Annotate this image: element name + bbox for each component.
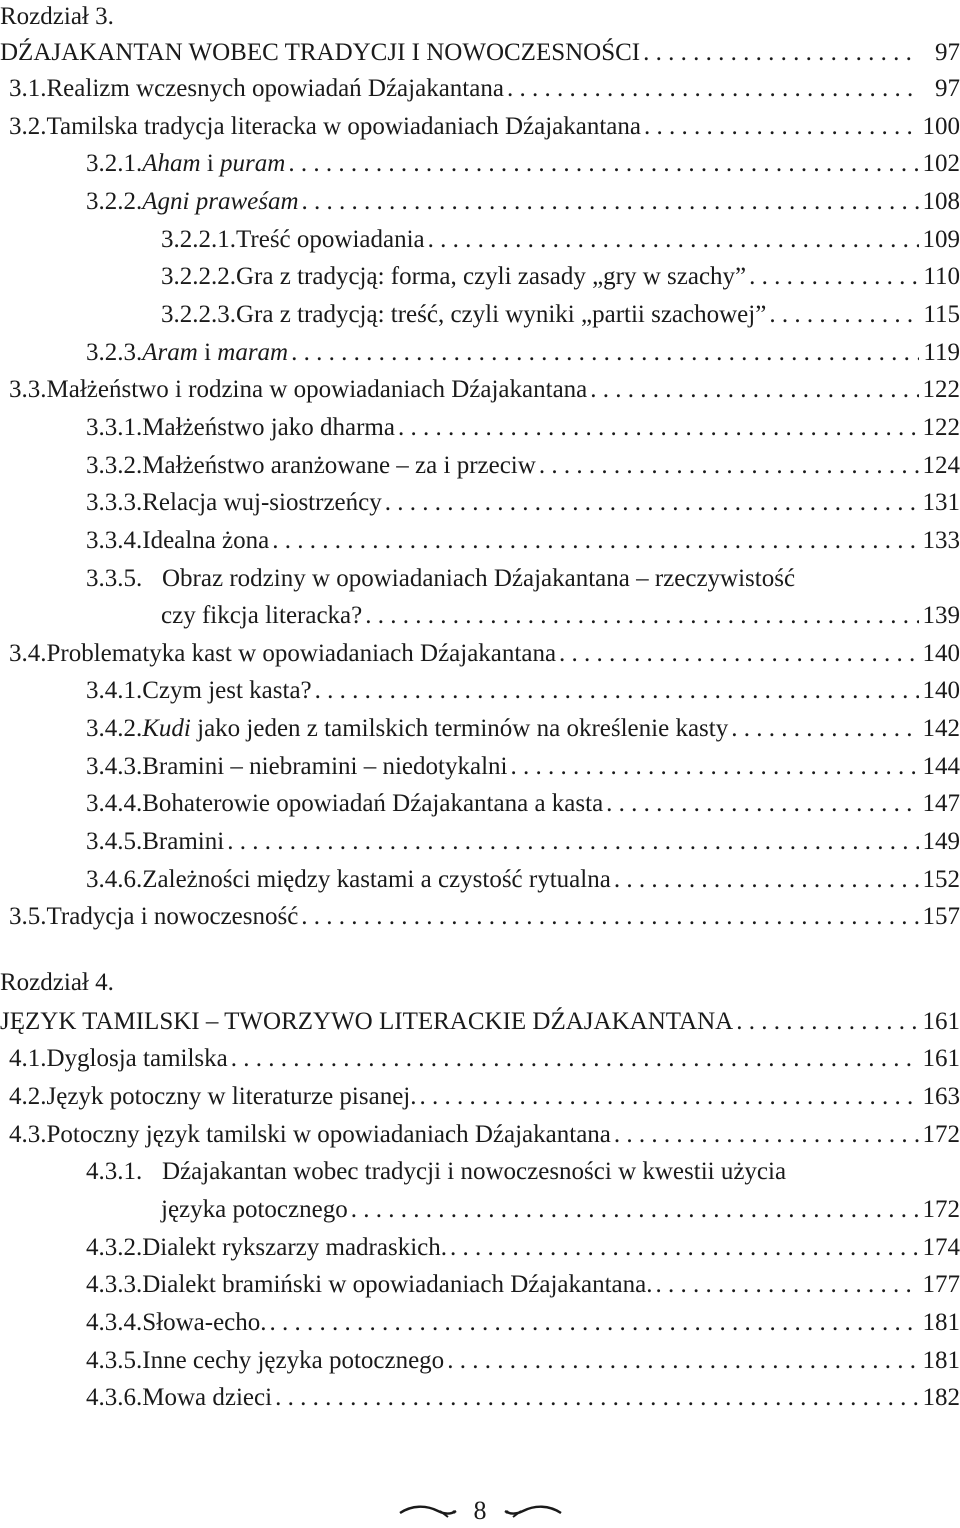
entry-title: Realizm wczesnych opowiadań Dźajakantana [46,75,504,102]
leader-dots [275,1383,919,1413]
toc-entry [86,865,960,895]
entry-title: Inne cechy języka potocznego [142,1347,445,1374]
leader-dots [644,112,919,142]
chapter-title: DŹAJAKANTAN WOBEC TRADYCJI I NOWOCZESNOŚCI [0,39,641,66]
entry-title: Problematyka kast w opowiadaniach Dźajakantana [46,640,557,667]
entry-number: 3.3.4. [86,527,143,554]
leader-dots [731,714,919,744]
entry-number: 3.2.1. [86,150,143,177]
toc-entry [9,902,960,932]
chapter-label [0,2,960,32]
toc-entry [86,338,960,368]
leader-dots [614,1120,919,1150]
toc-entry [161,225,960,255]
toc-entry [86,564,960,594]
entry-number: 3.2.2. [86,188,143,215]
entry-number: 4.2. [9,1083,47,1110]
entry-title: Dialekt bramiński w opowiadaniach Dźajakantana. [142,1271,653,1298]
page-number: 110 [923,263,960,290]
chapter-title-row [0,38,960,68]
page-number: 172 [922,1196,960,1223]
entry-number: 4.1. [9,1045,47,1072]
chapter-title-row [0,1007,960,1037]
entry-title-text: jako jeden z tamilskich terminów na określenie kasty [190,715,729,742]
entry-title: Mowa dzieci [142,1384,273,1411]
page-number: 122 [922,376,960,403]
toc-entry [9,74,960,104]
entry-number: 3.3. [9,376,47,403]
page-number: 97 [935,75,960,102]
page-number-footer: 8 [473,1496,487,1525]
entry-number: 3.5. [9,903,47,930]
toc-entry [86,676,960,706]
leader-dots [420,1082,920,1112]
leader-dots [351,1195,919,1225]
toc-entry [86,1346,960,1376]
toc-entry [86,526,960,556]
ornament-right-icon [501,1501,565,1521]
page-number: 108 [922,188,960,215]
entry-title: Treść opowiadania [236,226,425,253]
entry-title: Język potoczny w literaturze pisanej. [46,1083,417,1110]
leader-dots [365,601,919,631]
entry-title: Tradycja i nowoczesność [46,903,299,930]
entry-title: Agni praweśam [142,188,299,215]
entry-number: 3.4.6. [86,866,143,893]
page-number: 161 [922,1008,960,1035]
chapter-label-text: Rozdział 3. [0,3,114,30]
entry-title: Gra z tradycją: treść, czyli wyniki „partii szachowej” [236,301,767,328]
leader-dots [291,338,919,368]
toc-entry-continuation [161,601,960,631]
toc-entry [86,413,960,443]
leader-dots [398,413,919,443]
page-number: 142 [922,715,960,742]
entry-title-italic: maram [217,339,289,366]
entry-title: Czym jest kasta? [142,677,312,704]
page-number: 181 [922,1347,960,1374]
entry-number: 3.4.2. [86,715,143,742]
leader-dots [428,225,919,255]
toc-entry [86,187,960,217]
entry-number: 4.3.4. [86,1309,143,1336]
entry-title: Gra z tradycją: forma, czyli zasady „gry w szachy” [236,263,747,290]
entry-number: 3.4. [9,640,47,667]
leader-dots [736,1007,919,1037]
entry-number: 4.3.2. [86,1234,143,1261]
toc-entry [86,1157,960,1187]
entry-number: 3.1. [9,75,47,102]
page-number: 172 [922,1121,960,1148]
entry-title [142,714,728,744]
entry-number: 3.3.3. [86,489,143,516]
leader-dots [450,1233,919,1263]
toc-entry [9,375,960,405]
page-number: 140 [922,677,960,704]
entry-title: Relacja wuj-siostrzeńcy [142,489,382,516]
entry-title-italic: puram [220,150,286,177]
entry-number: 3.2. [9,113,47,140]
page-number: 144 [922,753,960,780]
leader-dots [606,789,919,819]
toc-entry [86,1233,960,1263]
entry-title: Obraz rodziny w opowiadaniach Dźajakantana – rzeczywistość [162,565,796,592]
entry-number: 3.3.5. [86,565,143,592]
entry-title-italic: Kudi [142,715,191,742]
page-number: 163 [922,1083,960,1110]
entry-number: 3.3.2. [86,452,143,479]
toc-entry [86,827,960,857]
leader-dots [270,1308,919,1338]
page-number: 133 [922,527,960,554]
entry-title-italic: Aham [142,150,201,177]
chapter-title: JĘZYK TAMILSKI – TWORZYWO LITERACKIE DŹAJAKANTANA [0,1008,734,1035]
toc-entry-continuation [161,1195,960,1225]
leader-dots [302,187,920,217]
entry-title: Małżeństwo jako dharma [142,414,395,441]
page-footer [0,1494,960,1528]
leader-dots [559,639,919,669]
page-number: 124 [922,452,960,479]
page-number: 177 [922,1271,960,1298]
toc-entry [86,789,960,819]
leader-dots [447,1346,919,1376]
entry-title: Bramini – niebramini – niedotykalni [142,753,508,780]
leader-dots [272,526,919,556]
page-number: 147 [922,790,960,817]
leader-dots [655,1270,919,1300]
chapter-label [0,968,960,998]
page-number: 152 [922,866,960,893]
toc-entry [86,1270,960,1300]
leader-dots [510,752,919,782]
entry-number: 3.2.2.1. [161,226,236,253]
entry-title [142,149,285,179]
leader-dots [227,827,919,857]
toc-entry [9,112,960,142]
page-number: 115 [923,301,960,328]
page-number: 119 [923,339,960,366]
entry-number: 4.3.6. [86,1384,143,1411]
page-number: 102 [922,150,960,177]
toc-entry [86,1308,960,1338]
page-number: 182 [922,1384,960,1411]
toc-entry [86,1383,960,1413]
entry-title: Dialekt rykszarzy madraskich. [142,1234,447,1261]
page-number: 157 [922,903,960,930]
leader-dots [749,262,919,292]
chapter-label-text: Rozdział 4. [0,969,114,996]
entry-title: Zależności między kastami a czystość rytualna [142,866,611,893]
leader-dots [590,375,919,405]
entry-title-line2: czy fikcja literacka? [161,602,363,629]
entry-title: Tamilska tradycja literacka w opowiadaniach Dźajakantana [46,113,641,140]
entry-title: Potoczny język tamilski w opowiadaniach Dźajakantana [46,1121,611,1148]
toc-entry [86,149,960,179]
leader-dots [643,38,919,68]
toc-entry [86,488,960,518]
leader-dots [385,488,919,518]
entry-number: 4.3.5. [86,1347,143,1374]
page-number: 174 [922,1234,960,1261]
page-number: 109 [922,226,960,253]
page-number: 122 [922,414,960,441]
ornament-left-icon [396,1501,460,1521]
page-number: 181 [922,1309,960,1336]
entry-number: 3.4.3. [86,753,143,780]
entry-number: 3.2.3. [86,339,143,366]
toc-entry [9,1044,960,1074]
leader-dots [315,676,919,706]
entry-title-line2: języka potocznego [161,1196,348,1223]
entry-title: Małżeństwo aranżowane – za i przeciw [142,452,536,479]
page-number: 97 [935,39,960,66]
page-number: 100 [922,113,960,140]
page-number: 161 [922,1045,960,1072]
page-number: 139 [922,602,960,629]
entry-number: 3.2.2.2. [161,263,236,290]
entry-title: Małżeństwo i rodzina w opowiadaniach Dźajakantana [46,376,588,403]
entry-number: 4.3. [9,1121,47,1148]
toc-entry [86,752,960,782]
entry-title [142,338,288,368]
leader-dots [614,865,919,895]
toc-entry [9,1082,960,1112]
entry-title-text: i [200,150,221,177]
toc-entry [9,639,960,669]
entry-title: Idealna żona [142,527,270,554]
toc-entry [86,451,960,481]
entry-title-text: i [197,339,218,366]
entry-number: 3.2.2.3. [161,301,236,328]
entry-title: Dyglosja tamilska [46,1045,228,1072]
entry-number: 3.4.5. [86,828,143,855]
entry-title: Słowa-echo. [142,1309,267,1336]
entry-title-italic: Aram [142,339,198,366]
entry-number: 3.3.1. [86,414,143,441]
page-number: 140 [922,640,960,667]
toc-entry [161,300,960,330]
leader-dots [539,451,919,481]
entry-number: 3.4.1. [86,677,143,704]
leader-dots [769,300,919,330]
entry-number: 4.3.1. [86,1158,143,1185]
leader-dots [507,74,919,104]
entry-title: Bohaterowie opowiadań Dźajakantana a kasta [142,790,604,817]
page-number: 131 [922,489,960,516]
leader-dots [231,1044,919,1074]
toc-entry [86,714,960,744]
entry-title: Dźajakantan wobec tradycji i nowoczesności w kwestii użycia [162,1158,787,1185]
leader-dots [301,902,919,932]
entry-number: 3.4.4. [86,790,143,817]
toc-entry [161,262,960,292]
leader-dots [288,149,919,179]
toc-entry [9,1120,960,1150]
page-number: 149 [922,828,960,855]
entry-number: 4.3.3. [86,1271,143,1298]
entry-title: Bramini [142,828,225,855]
